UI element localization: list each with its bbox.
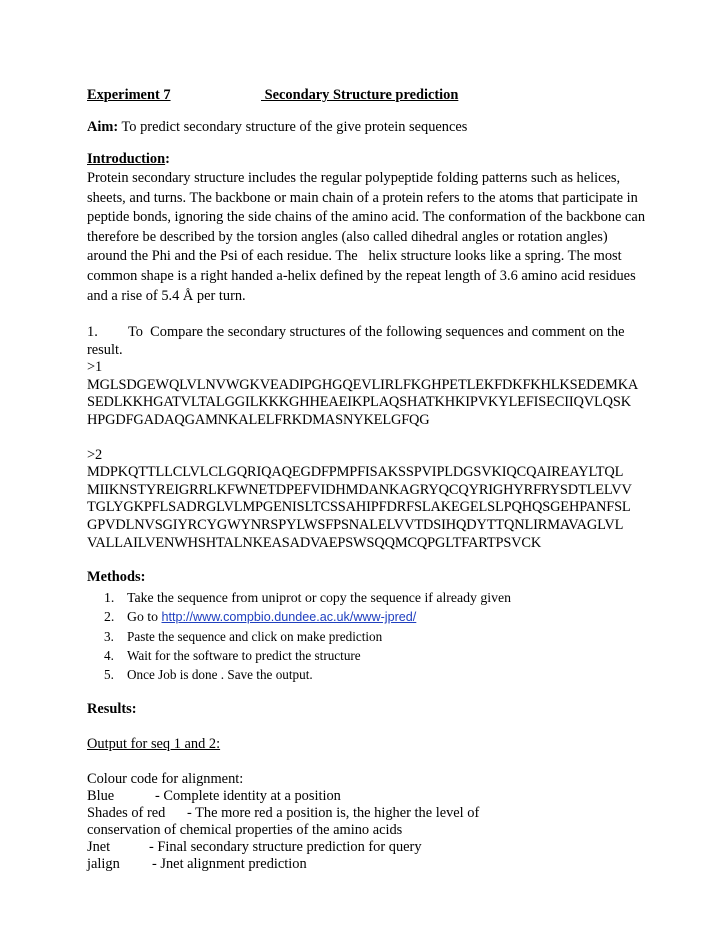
document-page: [87, 86, 667, 873]
introduction-heading-text: Introduction: [87, 151, 166, 167]
intro-line: common shape is a right handed a-helix defined by the repeat length of 3.6 amino acid residues: [87, 267, 636, 284]
colour-code-row: Jnet - Final secondary structure prediction for query: [87, 839, 422, 856]
intro-line: Protein secondary structure includes the regular polypeptide folding patterns such as helices,: [87, 170, 621, 186]
colour-code-list: [87, 788, 667, 873]
aim-text: To predict secondary structure of the give protein sequences: [118, 119, 468, 135]
colour-code-row: conservation of chemical properties of the amino acids: [87, 822, 403, 839]
jpred-link[interactable]: http://www.compbio.dundee.ac.uk/www-jpred/: [161, 610, 417, 625]
methods-heading: Methods:: [87, 569, 146, 586]
colour-code-row: Shades of red - The more red a position is, the higher the level of: [87, 805, 480, 822]
colour-code-heading: Colour code for alignment:: [87, 771, 244, 788]
intro-line: therefore be described by the torsion angles (also called dihedral angles or rotation angles): [87, 228, 608, 245]
sequence-line: VALLAILVENWHSHTALNKEASADVAEPSWSQQMCQPGLTFARTPSVCK: [87, 534, 542, 551]
sequence-line: MGLSDGEWQLVLNVWGKVEADIPGHGQEVLIRLFKGHPETLEKFDKFKHLKSEDEMKA: [87, 376, 639, 393]
intro-line: peptide bonds, ignoring the side chains of the amino acid. The conformation of the backbone can: [87, 209, 646, 226]
aim-line: [87, 118, 667, 136]
document-header: [87, 86, 667, 104]
intro-line: and a rise of 5.4 Å per turn.: [87, 287, 246, 304]
aim-label: Aim:: [87, 119, 119, 135]
introduction-heading: [87, 150, 667, 168]
task-line: [87, 323, 667, 341]
sequence-line: TGLYGKPFLSADRGLVLMPGENISLTCSSAHIPFDRFSLAKEGELSLPQHQSGEHPANFSL: [87, 499, 631, 516]
intro-line: sheets, and turns. The backbone or main chain of a protein refers to the atoms that participate in: [87, 189, 638, 206]
results-heading: Results:: [87, 701, 137, 718]
task-continuation: result.: [87, 342, 123, 359]
method-step: 4. Wait for the software to predict the structure: [104, 648, 361, 664]
introduction-heading-colon: :: [165, 151, 170, 167]
colour-code-row: jalign - Jnet alignment prediction: [87, 856, 307, 873]
sequence-header: >1: [87, 359, 103, 376]
method-step: 3. Paste the sequence and click on make prediction: [104, 629, 383, 645]
introduction-paragraph: [87, 169, 667, 306]
method-step: 5. Once Job is done . Save the output.: [104, 667, 313, 683]
intro-line: around the Phi and the Psi of each residue. The helix structure looks like a spring. The most: [87, 248, 622, 265]
colour-code-row: Blue - Complete identity at a position: [87, 788, 341, 805]
sequence-header: >2: [87, 446, 103, 463]
sequence-line: MDPKQTTLLCLVLCLGQRIQAQEGDFPMPFISAKSSPVIPLDGSVKIQCQAIREAYLTQL: [87, 464, 624, 481]
experiment-label: Experiment 7: [87, 87, 171, 103]
sequence-line: SEDLKKHGATVLTALGGILKKKGHHEAEIKPLAQSHATKHKIPVKYLEFISECIIQVLQSK: [87, 394, 631, 411]
sequence-line: GPVDLNVSGIYRCYGWYNRSPYLWSFPSNALELVVTDSIHQDYTTQNLIRMAVAGLVL: [87, 516, 624, 533]
task-text: To Compare the secondary structures of the following sequences and comment on the: [128, 324, 625, 341]
task-number: 1.: [87, 324, 98, 341]
methods-list: [87, 588, 667, 684]
sequence-block: [87, 359, 667, 552]
method-step: 2. Go to http://www.compbio.dundee.ac.uk/www-jpred/: [104, 609, 417, 625]
output-heading: Output for seq 1 and 2:: [87, 736, 221, 753]
sequence-line: MIIKNSTYREIGRRLKFWNETDPEFVIDHMDANKAGRYQCQYRIGHYRFRYSDTLELVV: [87, 481, 632, 498]
method-step: 1. Take the sequence from uniprot or copy the sequence if already given: [104, 590, 512, 606]
document-title: Secondary Structure prediction: [261, 87, 459, 103]
sequence-line: HPGDFGADAQGAMNKALELFRKDMASNYKELGFQG: [87, 411, 430, 428]
